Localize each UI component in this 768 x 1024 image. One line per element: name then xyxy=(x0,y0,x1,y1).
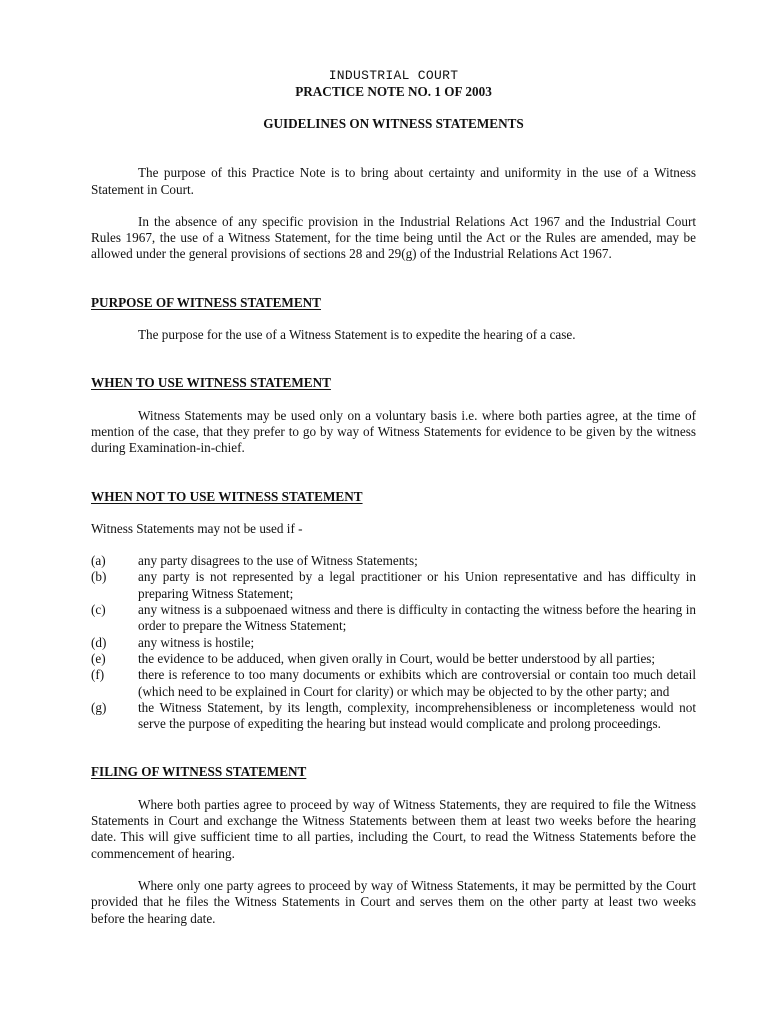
when-to-use-paragraph: Witness Statements may be used only on a voluntary basis i.e. where both parties agree, at the time of mention of the case, that they prefer to go by way of Witness Statements for evidence to be given by the witness during Examination-in-chief. xyxy=(91,407,696,456)
court-name: INDUSTRIAL COURT xyxy=(328,68,459,83)
when-not-to-use-heading: WHEN NOT TO USE WITNESS STATEMENT xyxy=(91,488,363,504)
list-item-text: any party is not represented by a legal practitioner or his Union representative and has difficulty in preparing Witness Statement; xyxy=(138,569,696,601)
list-item-marker: (a) xyxy=(91,553,106,569)
conditions-list xyxy=(91,553,696,732)
filing-heading: FILING OF WITNESS STATEMENT xyxy=(91,764,307,780)
list-item xyxy=(91,602,696,635)
purpose-paragraph: The purpose for the use of a Witness Statement is to expedite the hearing of a case. xyxy=(138,327,576,343)
when-not-to-use-lead: Witness Statements may not be used if - xyxy=(91,520,303,536)
list-item-marker: (b) xyxy=(91,569,107,585)
list-item-text: any witness is hostile; xyxy=(138,634,255,650)
list-item-marker: (e) xyxy=(91,650,106,666)
document-page xyxy=(91,68,696,927)
list-item-marker: (d) xyxy=(91,634,107,650)
practice-note-number: PRACTICE NOTE NO. 1 OF 2003 xyxy=(295,84,492,99)
list-item-marker: (c) xyxy=(91,602,106,618)
list-item-text: the Witness Statement, by its length, complexity, incomprehensibleness or incompleteness would not serve the purpose of expediting the hearing but instead would complicate and prolong proceedings. xyxy=(138,699,696,732)
list-item xyxy=(91,667,696,700)
list-item-text: any witness is a subpoenaed witness and there is difficulty in contacting the witness before the hearing in order to prepare the Witness Statement; xyxy=(138,602,696,634)
when-to-use-heading: WHEN TO USE WITNESS STATEMENT xyxy=(91,375,331,391)
list-item xyxy=(91,635,696,651)
list-item-marker: (g) xyxy=(91,699,107,715)
document-title: GUIDELINES ON WITNESS STATEMENTS xyxy=(263,116,524,131)
list-item-text: any party disagrees to the use of Witness Statements; xyxy=(138,553,418,569)
list-item-text: the evidence to be adduced, when given orally in Court, would be better understood by all parties; xyxy=(138,650,656,666)
filing-paragraph-2: Where only one party agrees to proceed by way of Witness Statements, it may be permitted by the Court provided that he files the Witness Statements in Court and serves them on the other party at least two weeks before the hearing date. xyxy=(91,877,696,926)
list-item-marker: (f) xyxy=(91,667,105,683)
purpose-heading: PURPOSE OF WITNESS STATEMENT xyxy=(91,294,321,310)
intro-paragraph-2: In the absence of any specific provision in the Industrial Relations Act 1967 and the Industrial Court Rules 1967, the use of a Witness Statement, for the time being until the Act or the Rules are amended, may be allowed under the general provisions of sections 28 and 29(g) of the Industrial Relations Act 1967. xyxy=(91,213,696,262)
list-item xyxy=(91,553,696,569)
list-item-text: there is reference to too many documents or exhibits which are controversial or contain too much detail (which need to be explained in Court for clarity) or which may be objected to by the other party; and xyxy=(138,667,696,699)
filing-paragraph-1: Where both parties agree to proceed by way of Witness Statements, they are required to file the Witness Statements in Court and exchange the Witness Statements between them at least two weeks before the hearing date. This will give sufficient time to all parties, including the Court, to read the Witness Statements before the commencement of hearing. xyxy=(91,796,696,861)
list-item xyxy=(91,651,696,667)
list-item xyxy=(91,569,696,602)
list-item xyxy=(91,700,696,733)
intro-paragraph-1: The purpose of this Practice Note is to bring about certainty and uniformity in the use of a Witness Statement in Court. xyxy=(91,165,696,197)
